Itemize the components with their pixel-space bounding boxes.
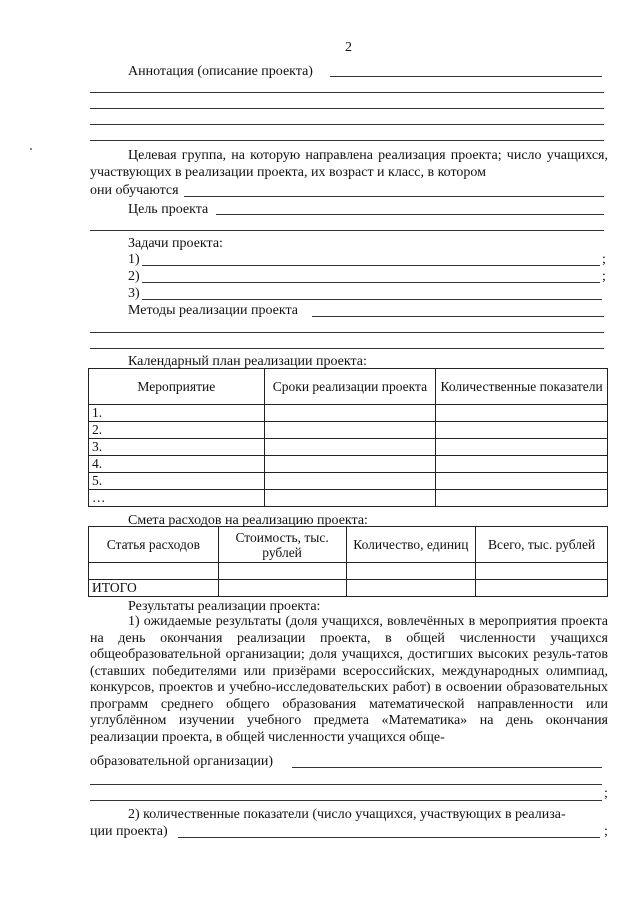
calendar-cell[interactable] <box>264 490 436 507</box>
results-expected-field-line[interactable] <box>292 767 602 768</box>
tasks-label: Задачи проекта: <box>128 236 223 251</box>
results-expected-line[interactable] <box>90 800 602 801</box>
annotation-label: Аннотация (описание проекта) <box>128 64 313 79</box>
task-number: 1) <box>128 252 140 267</box>
calendar-cell[interactable] <box>436 422 608 439</box>
calendar-cell[interactable] <box>264 456 436 473</box>
results-quantitative-text: 2) количественные показатели (число учащихся, участвующих в реализа- <box>128 807 566 822</box>
task-2-end: ; <box>602 269 606 284</box>
task-number: 3) <box>128 286 140 301</box>
results-quantitative-end: ции проекта) <box>90 824 168 839</box>
annotation-line[interactable] <box>90 92 604 93</box>
calendar-header-event: Мероприятие <box>89 369 265 405</box>
calendar-row-number: 2. <box>89 422 265 439</box>
methods-label: Методы реализации проекта <box>128 303 298 318</box>
target-group-end: они обучаются <box>90 183 179 198</box>
calendar-cell[interactable] <box>264 422 436 439</box>
results-expected-text: 1) ожидаемые результаты (доля учащихся, вовлечённых в мероприятия проекта на день окончания реализации проекта, в общей численности учащихся общеобразовательной организации; доля учащихся, достигших высоких резуль-татов (ставших победителями или призёрами всероссийских, международных олимпиад, конкурсов, проектов и учебно-исследовательских работ) в освоении образовательных программ среднего общего образования математической направленности или углублённом изучении учебного предмета «Математика» на день окончания реализации проекта, в общей численности учащихся обще- <box>90 614 608 745</box>
budget-cell[interactable] <box>346 563 476 580</box>
budget-total-label: ИТОГО <box>89 580 219 597</box>
budget-header-total: Всего, тыс. рублей <box>476 527 608 563</box>
budget-header-cost: Стоимость, тыс. рублей <box>218 527 346 563</box>
calendar-cell[interactable] <box>436 490 608 507</box>
calendar-row-number: 1. <box>89 405 265 422</box>
page-number: 2 <box>345 40 352 55</box>
calendar-header-indicators: Количественные показатели <box>436 369 608 405</box>
budget-header-quantity: Количество, единиц <box>346 527 476 563</box>
results-expected-end: образовательной организации) <box>90 754 274 769</box>
annotation-line[interactable] <box>90 108 604 109</box>
budget-table <box>88 526 608 597</box>
methods-field-line[interactable] <box>312 316 604 317</box>
calendar-table <box>88 368 608 507</box>
target-group-line[interactable] <box>184 196 604 197</box>
calendar-header-dates: Сроки реализации проекта <box>264 369 436 405</box>
budget-cell[interactable] <box>476 580 608 597</box>
calendar-title: Календарный план реализации проекта: <box>128 354 367 369</box>
results-expected-line[interactable] <box>90 784 602 785</box>
budget-cell[interactable] <box>89 563 219 580</box>
results-quantitative-line[interactable] <box>178 837 600 838</box>
calendar-cell[interactable] <box>264 439 436 456</box>
task-2-line[interactable] <box>142 282 600 283</box>
goal-line[interactable] <box>90 230 604 231</box>
results-expected-semicolon: ; <box>604 786 608 801</box>
calendar-cell[interactable] <box>264 473 436 490</box>
budget-title: Смета расходов на реализацию проекта: <box>128 513 368 528</box>
scan-speck <box>30 148 32 150</box>
methods-line[interactable] <box>90 332 604 333</box>
budget-cell[interactable] <box>218 580 346 597</box>
annotation-line[interactable] <box>90 140 604 141</box>
calendar-cell[interactable] <box>264 405 436 422</box>
budget-cell[interactable] <box>476 563 608 580</box>
annotation-line[interactable] <box>90 124 604 125</box>
goal-label: Цель проекта <box>128 202 209 217</box>
calendar-cell[interactable] <box>436 405 608 422</box>
calendar-cell[interactable] <box>436 439 608 456</box>
results-label: Результаты реализации проекта: <box>128 599 321 614</box>
methods-line[interactable] <box>90 348 604 349</box>
calendar-row-number: 5. <box>89 473 265 490</box>
budget-header-item: Статья расходов <box>89 527 219 563</box>
budget-cell[interactable] <box>218 563 346 580</box>
results-quantitative-semicolon: ; <box>604 824 608 839</box>
calendar-cell[interactable] <box>436 456 608 473</box>
calendar-row-number: … <box>89 490 265 507</box>
target-group-text: Целевая группа, на которую направлена реализация проекта; число учащихся, участвующих в реализации проекта, их возраст и класс, в котором <box>90 148 608 180</box>
calendar-row-number: 3. <box>89 439 265 456</box>
annotation-field-line[interactable] <box>330 76 602 77</box>
goal-field-line[interactable] <box>216 214 604 215</box>
calendar-cell[interactable] <box>436 473 608 490</box>
task-1-end: ; <box>602 252 606 267</box>
task-number: 2) <box>128 269 140 284</box>
task-1-line[interactable] <box>142 265 600 266</box>
budget-cell[interactable] <box>346 580 476 597</box>
task-3-line[interactable] <box>142 299 602 300</box>
calendar-row-number: 4. <box>89 456 265 473</box>
